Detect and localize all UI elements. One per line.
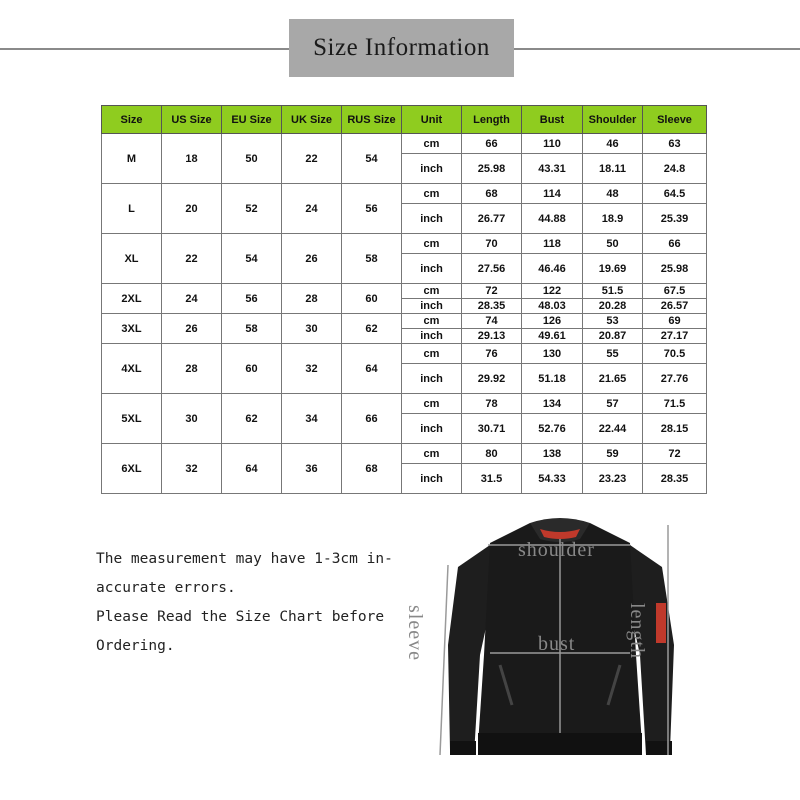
rus-size-cell: 64: [342, 344, 402, 394]
unit-inch-cell: inch: [402, 414, 462, 444]
sleeve-cell: 72: [643, 444, 707, 464]
sleeve-cell: 25.98: [643, 254, 707, 284]
header-row: [102, 106, 707, 134]
rus-size-cell: 66: [342, 394, 402, 444]
shoulder-label: shoulder: [518, 539, 595, 561]
us-size-cell: 18: [162, 134, 222, 184]
length-cell: 74: [462, 314, 522, 329]
eu-size-cell: 64: [222, 444, 282, 494]
uk-size-cell: 30: [282, 314, 342, 344]
unit-cm-cell: cm: [402, 344, 462, 364]
note-line: Ordering.: [96, 638, 175, 654]
length-cell: 30.71: [462, 414, 522, 444]
length-cell: 29.92: [462, 364, 522, 394]
bust-cell: 44.88: [522, 204, 583, 234]
uk-size-cell: 28: [282, 284, 342, 314]
bust-cell: 126: [522, 314, 583, 329]
unit-cm-cell: cm: [402, 234, 462, 254]
rus-size-cell: 68: [342, 444, 402, 494]
shoulder-cell: 20.87: [583, 329, 643, 344]
unit-inch-cell: inch: [402, 299, 462, 314]
header-length: Length: [462, 106, 522, 134]
shoulder-cell: 51.5: [583, 284, 643, 299]
size-cell: 2XL: [102, 284, 162, 314]
length-cell: 31.5: [462, 464, 522, 494]
bust-cell: 134: [522, 394, 583, 414]
shoulder-cell: 23.23: [583, 464, 643, 494]
length-cell: 72: [462, 284, 522, 299]
size-cell: M: [102, 134, 162, 184]
table-row: [102, 344, 707, 364]
left-cuff: [450, 741, 476, 755]
note-line: accurate errors.: [96, 580, 236, 596]
us-size-cell: 24: [162, 284, 222, 314]
uk-size-cell: 32: [282, 344, 342, 394]
bust-cell: 122: [522, 284, 583, 299]
length-cell: 29.13: [462, 329, 522, 344]
rus-size-cell: 62: [342, 314, 402, 344]
header-us-size: US Size: [162, 106, 222, 134]
sleeve-cell: 28.15: [643, 414, 707, 444]
sleeve-cell: 69: [643, 314, 707, 329]
eu-size-cell: 50: [222, 134, 282, 184]
size-cell: L: [102, 184, 162, 234]
us-size-cell: 28: [162, 344, 222, 394]
rus-size-cell: 58: [342, 234, 402, 284]
header-eu-size: EU Size: [222, 106, 282, 134]
header-uk-size: UK Size: [282, 106, 342, 134]
eu-size-cell: 60: [222, 344, 282, 394]
sleeve-cell: 70.5: [643, 344, 707, 364]
uk-size-cell: 36: [282, 444, 342, 494]
sleeve-line: [440, 565, 448, 755]
waistband: [478, 733, 642, 755]
shoulder-cell: 48: [583, 184, 643, 204]
sleeve-cell: 67.5: [643, 284, 707, 299]
table-row: [102, 184, 707, 204]
table-row: [102, 394, 707, 414]
length-cell: 68: [462, 184, 522, 204]
unit-cm-cell: cm: [402, 184, 462, 204]
shoulder-cell: 20.28: [583, 299, 643, 314]
unit-cm-cell: cm: [402, 284, 462, 299]
shoulder-cell: 19.69: [583, 254, 643, 284]
table-row: [102, 444, 707, 464]
unit-cm-cell: cm: [402, 134, 462, 154]
rus-size-cell: 60: [342, 284, 402, 314]
length-label: length: [626, 603, 648, 659]
bust-cell: 46.46: [522, 254, 583, 284]
header-sleeve: Sleeve: [643, 106, 707, 134]
unit-inch-cell: inch: [402, 329, 462, 344]
sleeve-cell: 64.5: [643, 184, 707, 204]
sleeve-cell: 26.57: [643, 299, 707, 314]
eu-size-cell: 52: [222, 184, 282, 234]
length-cell: 66: [462, 134, 522, 154]
size-cell: XL: [102, 234, 162, 284]
shoulder-cell: 46: [583, 134, 643, 154]
length-cell: 27.56: [462, 254, 522, 284]
uk-size-cell: 24: [282, 184, 342, 234]
shoulder-cell: 57: [583, 394, 643, 414]
shoulder-cell: 55: [583, 344, 643, 364]
table-row: [102, 234, 707, 254]
shoulder-cell: 22.44: [583, 414, 643, 444]
page-title: Size Information: [289, 19, 514, 77]
length-cell: 26.77: [462, 204, 522, 234]
title-rule-right: [514, 48, 800, 50]
shoulder-cell: 18.11: [583, 154, 643, 184]
header-rus-size: RUS Size: [342, 106, 402, 134]
us-size-cell: 20: [162, 184, 222, 234]
length-cell: 76: [462, 344, 522, 364]
unit-cm-cell: cm: [402, 394, 462, 414]
rus-size-cell: 56: [342, 184, 402, 234]
measurement-note: [96, 545, 416, 661]
bust-cell: 43.31: [522, 154, 583, 184]
uk-size-cell: 26: [282, 234, 342, 284]
header-unit: Unit: [402, 106, 462, 134]
size-cell: 3XL: [102, 314, 162, 344]
size-cell: 6XL: [102, 444, 162, 494]
bust-cell: 110: [522, 134, 583, 154]
bust-cell: 118: [522, 234, 583, 254]
unit-inch-cell: inch: [402, 364, 462, 394]
shoulder-cell: 53: [583, 314, 643, 329]
unit-cm-cell: cm: [402, 444, 462, 464]
bust-cell: 52.76: [522, 414, 583, 444]
note-line: The measurement may have 1-3cm in-: [96, 551, 393, 567]
bust-cell: 49.61: [522, 329, 583, 344]
unit-inch-cell: inch: [402, 204, 462, 234]
header-size: Size: [102, 106, 162, 134]
sleeve-cell: 71.5: [643, 394, 707, 414]
unit-inch-cell: inch: [402, 154, 462, 184]
length-cell: 70: [462, 234, 522, 254]
sleeve-patch: [656, 603, 666, 643]
unit-inch-cell: inch: [402, 254, 462, 284]
sleeve-cell: 24.8: [643, 154, 707, 184]
eu-size-cell: 62: [222, 394, 282, 444]
size-cell: 5XL: [102, 394, 162, 444]
rus-size-cell: 54: [342, 134, 402, 184]
uk-size-cell: 34: [282, 394, 342, 444]
bust-cell: 48.03: [522, 299, 583, 314]
unit-cm-cell: cm: [402, 314, 462, 329]
bust-cell: 51.18: [522, 364, 583, 394]
note-line: Please Read the Size Chart before: [96, 609, 385, 625]
sleeve-cell: 66: [643, 234, 707, 254]
us-size-cell: 22: [162, 234, 222, 284]
length-cell: 78: [462, 394, 522, 414]
length-cell: 25.98: [462, 154, 522, 184]
eu-size-cell: 58: [222, 314, 282, 344]
size-cell: 4XL: [102, 344, 162, 394]
us-size-cell: 32: [162, 444, 222, 494]
unit-inch-cell: inch: [402, 464, 462, 494]
table-row: [102, 284, 707, 299]
eu-size-cell: 54: [222, 234, 282, 284]
shoulder-cell: 21.65: [583, 364, 643, 394]
bust-cell: 138: [522, 444, 583, 464]
us-size-cell: 30: [162, 394, 222, 444]
uk-size-cell: 22: [282, 134, 342, 184]
us-size-cell: 26: [162, 314, 222, 344]
bust-cell: 114: [522, 184, 583, 204]
title-rule-left: [0, 48, 289, 50]
sleeve-cell: 25.39: [643, 204, 707, 234]
shoulder-cell: 59: [583, 444, 643, 464]
table-row: [102, 134, 707, 154]
table-row: [102, 314, 707, 329]
sleeve-cell: 63: [643, 134, 707, 154]
sleeve-label: sleeve: [404, 605, 426, 661]
shoulder-cell: 50: [583, 234, 643, 254]
jacket-measurement-diagram: [404, 505, 700, 790]
header-shoulder: Shoulder: [583, 106, 643, 134]
sleeve-cell: 27.76: [643, 364, 707, 394]
bust-label: bust: [538, 633, 576, 655]
eu-size-cell: 56: [222, 284, 282, 314]
bust-cell: 54.33: [522, 464, 583, 494]
length-cell: 28.35: [462, 299, 522, 314]
sleeve-cell: 27.17: [643, 329, 707, 344]
size-chart-table: [101, 105, 707, 494]
sleeve-cell: 28.35: [643, 464, 707, 494]
bust-cell: 130: [522, 344, 583, 364]
length-cell: 80: [462, 444, 522, 464]
header-bust: Bust: [522, 106, 583, 134]
shoulder-cell: 18.9: [583, 204, 643, 234]
